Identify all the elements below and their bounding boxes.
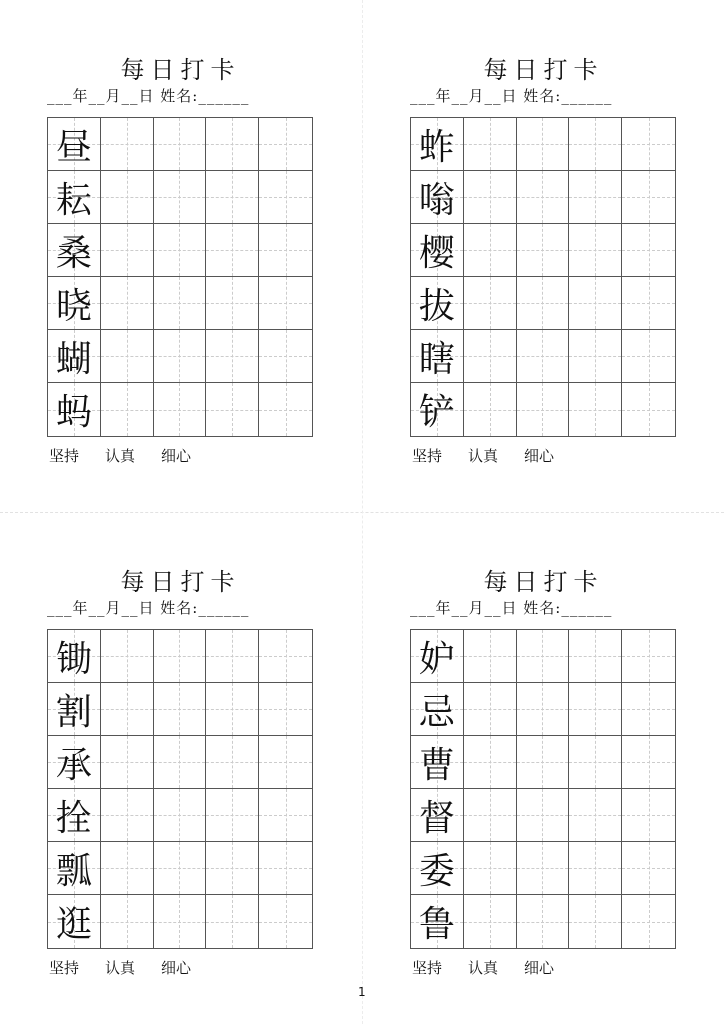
writing-cell[interactable]	[517, 630, 570, 683]
writing-cell[interactable]	[259, 842, 312, 895]
writing-cell[interactable]	[622, 736, 675, 789]
model-character: 承	[55, 744, 92, 786]
writing-cell[interactable]	[464, 736, 517, 789]
writing-cell[interactable]	[154, 171, 207, 224]
motto-text: 细心	[524, 447, 555, 465]
date-name-line: ___年__月__日 姓名:______	[410, 599, 613, 617]
model-character: 曹	[418, 744, 455, 786]
writing-cell[interactable]	[101, 789, 154, 842]
writing-cell[interactable]	[154, 277, 207, 330]
model-character-cell	[411, 224, 464, 277]
writing-cell[interactable]	[101, 118, 154, 171]
writing-cell[interactable]	[622, 789, 675, 842]
practice-grid	[47, 629, 313, 949]
model-character-cell	[48, 683, 101, 736]
writing-cell[interactable]	[154, 683, 207, 736]
writing-cell[interactable]	[622, 277, 675, 330]
model-character-cell	[48, 224, 101, 277]
model-character: 拴	[55, 797, 92, 839]
writing-cell[interactable]	[101, 683, 154, 736]
model-character: 督	[418, 797, 455, 839]
model-character-cell	[411, 736, 464, 789]
writing-cell[interactable]	[569, 842, 622, 895]
writing-cell[interactable]	[569, 277, 622, 330]
cut-line-vertical	[362, 0, 363, 1024]
writing-cell[interactable]	[154, 330, 207, 383]
model-character: 妒	[418, 638, 455, 680]
model-character: 嗡	[418, 179, 455, 221]
writing-cell[interactable]	[517, 895, 570, 948]
writing-cell[interactable]	[622, 683, 675, 736]
writing-cell[interactable]	[259, 224, 312, 277]
writing-cell[interactable]	[569, 630, 622, 683]
practice-grid	[47, 117, 313, 437]
writing-cell[interactable]	[569, 683, 622, 736]
writing-cell[interactable]	[101, 224, 154, 277]
writing-cell[interactable]	[206, 118, 259, 171]
model-character-cell	[411, 118, 464, 171]
writing-cell[interactable]	[154, 842, 207, 895]
date-name-line: ___年__月__日 姓名:______	[47, 87, 250, 105]
motto-text: 细心	[524, 959, 555, 977]
writing-cell[interactable]	[517, 383, 570, 436]
writing-cell[interactable]	[206, 789, 259, 842]
page-number: 1	[358, 985, 366, 999]
writing-cell[interactable]	[622, 330, 675, 383]
writing-cell[interactable]	[517, 118, 570, 171]
writing-cell[interactable]	[464, 895, 517, 948]
model-character-cell	[48, 895, 101, 948]
model-character: 割	[55, 691, 92, 733]
writing-cell[interactable]	[622, 895, 675, 948]
writing-cell[interactable]	[101, 277, 154, 330]
writing-cell[interactable]	[154, 895, 207, 948]
writing-cell[interactable]	[206, 171, 259, 224]
writing-cell[interactable]	[569, 330, 622, 383]
model-character-cell	[411, 383, 464, 436]
writing-cell[interactable]	[259, 630, 312, 683]
model-character: 铲	[418, 392, 455, 433]
writing-cell[interactable]	[464, 118, 517, 171]
writing-cell[interactable]	[206, 736, 259, 789]
writing-cell[interactable]	[569, 171, 622, 224]
writing-cell[interactable]	[101, 736, 154, 789]
writing-cell[interactable]	[259, 171, 312, 224]
writing-cell[interactable]	[569, 383, 622, 436]
writing-cell[interactable]	[569, 118, 622, 171]
motto-text: 坚持	[49, 447, 80, 465]
writing-cell[interactable]	[622, 171, 675, 224]
card-footer	[49, 957, 217, 978]
writing-cell[interactable]	[517, 842, 570, 895]
writing-cell[interactable]	[101, 895, 154, 948]
writing-cell[interactable]	[569, 736, 622, 789]
model-character: 逛	[55, 904, 92, 945]
writing-cell[interactable]	[154, 224, 207, 277]
writing-cell[interactable]	[517, 789, 570, 842]
card-title: 每日打卡	[483, 56, 604, 84]
model-character-cell	[48, 842, 101, 895]
model-character: 忌	[418, 691, 455, 733]
model-character: 蚂	[55, 392, 92, 433]
writing-cell[interactable]	[464, 683, 517, 736]
model-character-cell	[411, 630, 464, 683]
writing-cell[interactable]	[259, 683, 312, 736]
writing-cell[interactable]	[259, 789, 312, 842]
model-character-cell	[48, 171, 101, 224]
writing-cell[interactable]	[517, 736, 570, 789]
writing-cell[interactable]	[259, 383, 312, 436]
writing-cell[interactable]	[206, 330, 259, 383]
card-title: 每日打卡	[120, 56, 241, 84]
writing-cell[interactable]	[154, 118, 207, 171]
model-character-cell	[48, 118, 101, 171]
writing-cell[interactable]	[622, 383, 675, 436]
writing-cell[interactable]	[259, 277, 312, 330]
card-footer	[412, 445, 580, 466]
model-character-cell	[48, 630, 101, 683]
motto-text: 认真	[105, 959, 136, 977]
model-character-cell	[411, 895, 464, 948]
writing-cell[interactable]	[206, 683, 259, 736]
model-character-cell	[411, 789, 464, 842]
writing-cell[interactable]	[464, 383, 517, 436]
writing-cell[interactable]	[517, 171, 570, 224]
writing-cell[interactable]	[154, 736, 207, 789]
writing-cell[interactable]	[464, 789, 517, 842]
writing-cell[interactable]	[101, 383, 154, 436]
model-character: 蚱	[418, 126, 455, 168]
model-character: 瓢	[55, 850, 92, 892]
model-character: 昼	[55, 126, 92, 168]
writing-cell[interactable]	[517, 683, 570, 736]
writing-cell[interactable]	[622, 630, 675, 683]
writing-cell[interactable]	[101, 842, 154, 895]
writing-cell[interactable]	[622, 842, 675, 895]
practice-grid	[410, 629, 676, 949]
writing-cell[interactable]	[464, 277, 517, 330]
writing-cell[interactable]	[206, 383, 259, 436]
model-character-cell	[48, 383, 101, 436]
writing-cell[interactable]	[569, 224, 622, 277]
writing-cell[interactable]	[206, 895, 259, 948]
writing-cell[interactable]	[464, 330, 517, 383]
model-character: 晓	[55, 285, 92, 327]
writing-cell[interactable]	[154, 789, 207, 842]
motto-text: 坚持	[412, 447, 443, 465]
model-character-cell	[411, 683, 464, 736]
card-title: 每日打卡	[483, 568, 604, 596]
model-character: 瞎	[418, 338, 455, 380]
writing-cell[interactable]	[259, 736, 312, 789]
motto-text: 认真	[105, 447, 136, 465]
model-character: 桑	[55, 232, 92, 274]
model-character-cell	[411, 171, 464, 224]
motto-text: 坚持	[49, 959, 80, 977]
practice-grid	[410, 117, 676, 437]
motto-text: 认真	[468, 959, 499, 977]
date-name-line: ___年__月__日 姓名:______	[47, 599, 250, 617]
writing-cell[interactable]	[206, 277, 259, 330]
writing-cell[interactable]	[622, 224, 675, 277]
writing-cell[interactable]	[569, 789, 622, 842]
writing-cell[interactable]	[464, 171, 517, 224]
writing-cell[interactable]	[259, 330, 312, 383]
writing-cell[interactable]	[517, 330, 570, 383]
writing-cell[interactable]	[464, 630, 517, 683]
model-character-cell	[48, 736, 101, 789]
model-character-cell	[411, 277, 464, 330]
model-character-cell	[48, 330, 101, 383]
model-character-cell	[411, 842, 464, 895]
model-character: 锄	[55, 638, 92, 680]
writing-cell[interactable]	[464, 224, 517, 277]
writing-cell[interactable]	[622, 118, 675, 171]
model-character-cell	[48, 277, 101, 330]
writing-cell[interactable]	[259, 118, 312, 171]
model-character: 鲁	[418, 904, 455, 945]
writing-cell[interactable]	[206, 842, 259, 895]
date-name-line: ___年__月__日 姓名:______	[410, 87, 613, 105]
motto-text: 细心	[161, 447, 192, 465]
writing-cell[interactable]	[206, 630, 259, 683]
writing-cell[interactable]	[154, 383, 207, 436]
card-footer	[412, 957, 580, 978]
writing-cell[interactable]	[101, 330, 154, 383]
card-footer	[49, 445, 217, 466]
writing-cell[interactable]	[259, 895, 312, 948]
writing-cell[interactable]	[101, 630, 154, 683]
writing-cell[interactable]	[206, 224, 259, 277]
card-title: 每日打卡	[120, 568, 241, 596]
writing-cell[interactable]	[517, 224, 570, 277]
motto-text: 认真	[468, 447, 499, 465]
writing-cell[interactable]	[517, 277, 570, 330]
model-character-cell	[411, 330, 464, 383]
writing-cell[interactable]	[569, 895, 622, 948]
model-character: 拔	[418, 285, 455, 327]
writing-cell[interactable]	[464, 842, 517, 895]
model-character-cell	[48, 789, 101, 842]
motto-text: 细心	[161, 959, 192, 977]
model-character: 樱	[418, 232, 455, 274]
writing-cell[interactable]	[154, 630, 207, 683]
writing-cell[interactable]	[101, 171, 154, 224]
model-character: 耘	[55, 179, 92, 221]
model-character: 委	[418, 850, 455, 892]
motto-text: 坚持	[412, 959, 443, 977]
model-character: 蝴	[55, 338, 92, 380]
